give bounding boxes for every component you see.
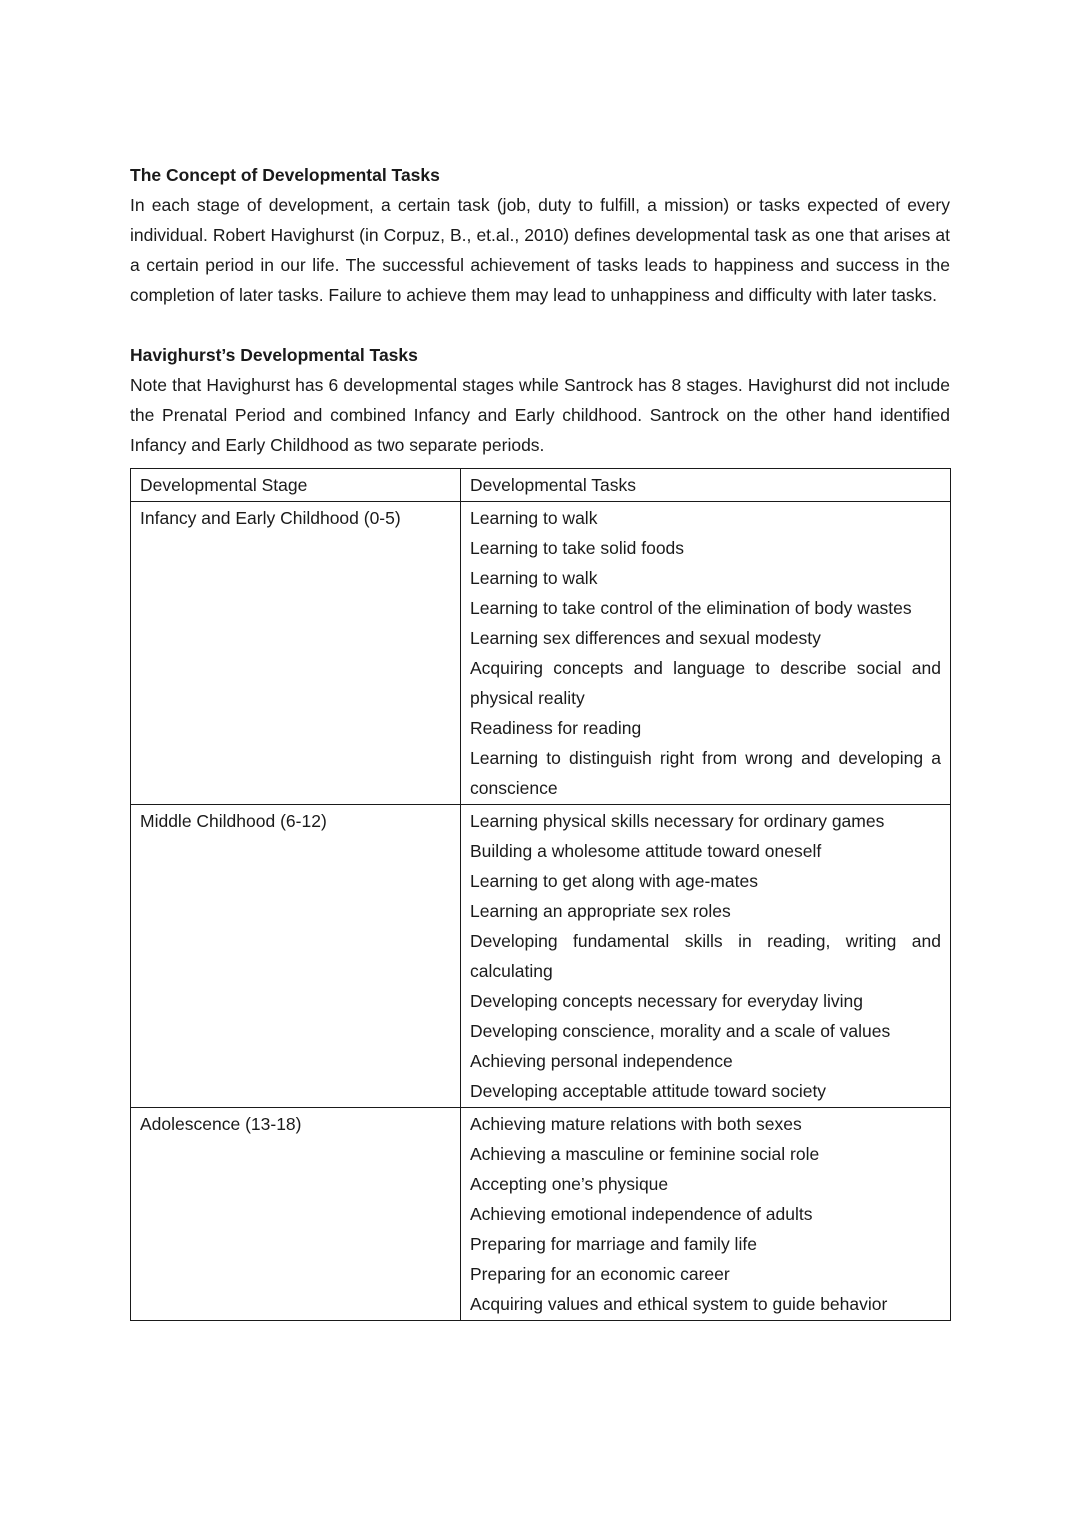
task-line: Readiness for reading (470, 718, 642, 738)
section-heading-havighursts-developmental-tasks: Havighurst’s Developmental Tasks (130, 345, 418, 365)
task-line: Developing acceptable attitude toward society (470, 1081, 827, 1101)
task-line: Building a wholesome attitude toward oneself (470, 841, 822, 861)
task-line: Learning to get along with age-mates (470, 871, 758, 891)
document-content (130, 160, 950, 1321)
table-header-developmental-tasks: Developmental Tasks (461, 469, 951, 502)
task-line: Achieving mature relations with both sexes (470, 1114, 802, 1134)
section-body-concept-of-developmental-tasks: In each stage of development, a certain task (job, duty to fulfill, a mission) or tasks expected of every individual. Robert Havighurst (in Corpuz, B., et.al., 2010) defines developmental task as one that arises at a certain period in our life. The successful achievement of tasks leads to happiness and success in the completion of later tasks. Failure to achieve them may lead to unhappiness and difficulty with later tasks. (130, 195, 950, 305)
table-row-adolescence (131, 1108, 951, 1321)
task-line: Learning to take control of the elimination of body wastes (470, 598, 912, 618)
task-line: Preparing for marriage and family life (470, 1234, 757, 1254)
stage-cell-adolescence: Adolescence (13-18) (131, 1108, 461, 1321)
task-line: Achieving personal independence (470, 1051, 733, 1071)
task-line: Accepting one’s physique (470, 1174, 669, 1194)
task-line: Learning to take solid foods (470, 538, 685, 558)
task-line: Achieving a masculine or feminine social role (470, 1144, 820, 1164)
developmental-tasks-table (130, 468, 951, 1321)
task-line: Learning to walk (470, 508, 598, 528)
task-line: Developing conscience, morality and a scale of values (470, 1021, 891, 1041)
task-line: Acquiring concepts and language to describe social and physical reality (470, 658, 941, 708)
table-header-developmental-stage: Developmental Stage (131, 469, 461, 502)
task-line: Developing concepts necessary for everyday living (470, 991, 863, 1011)
stage-cell-infancy-early-childhood: Infancy and Early Childhood (0-5) (131, 502, 461, 805)
table-row-middle-childhood (131, 805, 951, 1108)
tasks-cell-adolescence (461, 1108, 951, 1321)
task-line: Developing fundamental skills in reading, writing and calculating (470, 931, 941, 981)
stage-cell-middle-childhood: Middle Childhood (6-12) (131, 805, 461, 1108)
task-line: Learning to walk (470, 568, 598, 588)
task-line: Learning to distinguish right from wrong and developing a conscience (470, 748, 941, 798)
table-row-infancy-early-childhood (131, 502, 951, 805)
task-line: Learning an appropriate sex roles (470, 901, 731, 921)
task-line: Preparing for an economic career (470, 1264, 730, 1284)
task-line: Acquiring values and ethical system to guide behavior (470, 1294, 888, 1314)
task-line: Learning sex differences and sexual modesty (470, 628, 821, 648)
tasks-cell-middle-childhood (461, 805, 951, 1108)
tasks-cell-infancy-early-childhood (461, 502, 951, 805)
task-line: Learning physical skills necessary for ordinary games (470, 811, 885, 831)
section-body-havighursts-developmental-tasks: Note that Havighurst has 6 developmental stages while Santrock has 8 stages. Havighurst did not include the Prenatal Period and combined Infancy and Early childhood. Santrock on the other hand identified Infancy and Early Childhood as two separate periods. (130, 375, 950, 455)
section-heading-concept-of-developmental-tasks: The Concept of Developmental Tasks (130, 165, 440, 185)
task-line: Achieving emotional independence of adults (470, 1204, 813, 1224)
table-header-row (131, 469, 951, 502)
